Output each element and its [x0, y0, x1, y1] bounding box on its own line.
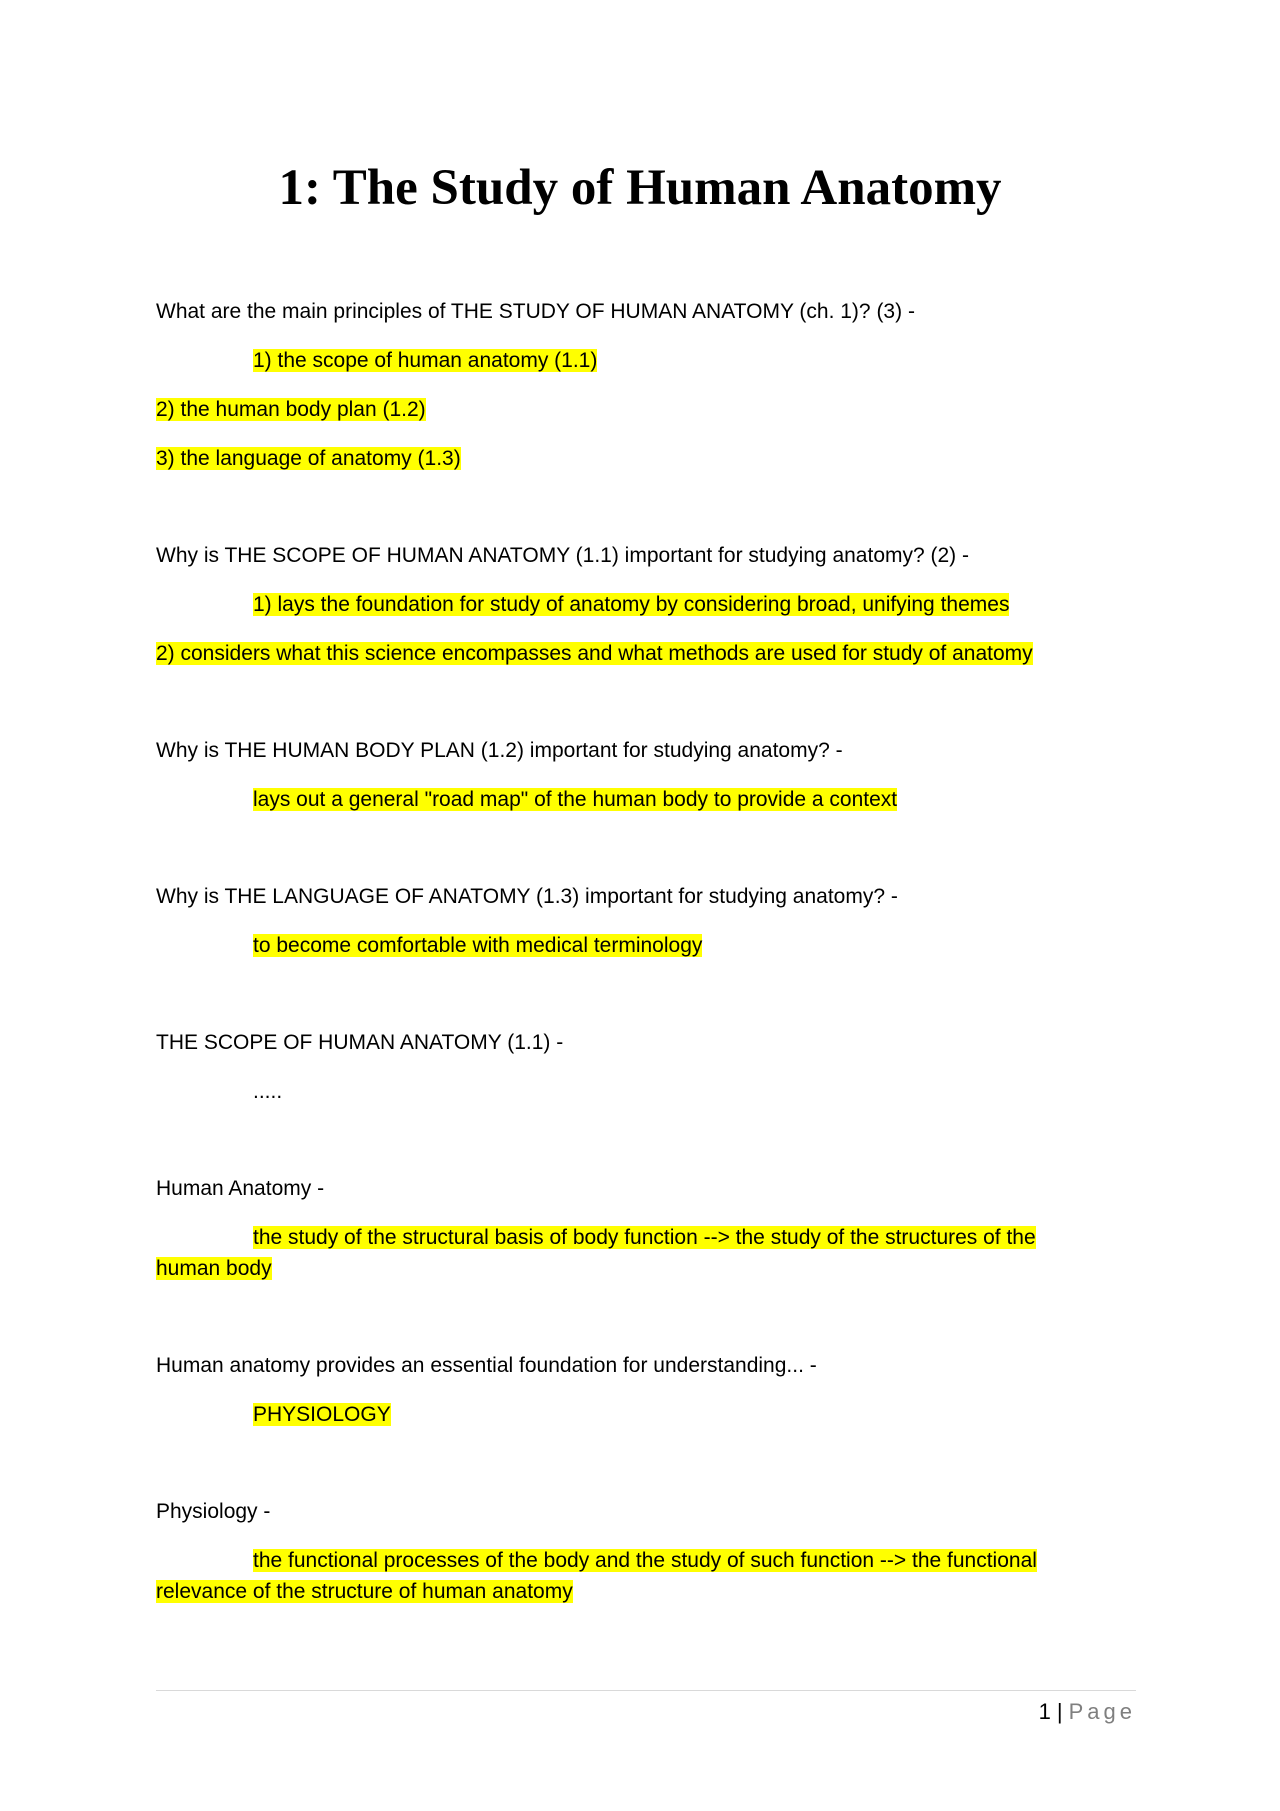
answer-highlight: PHYSIOLOGY — [253, 1403, 391, 1426]
card-answer — [156, 589, 1086, 620]
card-spacer — [156, 1125, 1086, 1173]
answer-highlight: 2) the human body plan (1.2) — [156, 398, 426, 421]
card-answer — [156, 638, 1086, 669]
card-answer — [156, 443, 1086, 474]
card-question: Why is THE LANGUAGE OF ANATOMY (1.3) important for studying anatomy? - — [156, 885, 898, 908]
card-question: Why is THE HUMAN BODY PLAN (1.2) important for studying anatomy? - — [156, 739, 843, 762]
card-answer — [156, 1399, 1086, 1430]
card-spacer — [156, 1448, 1086, 1496]
card-spacer — [156, 833, 1086, 881]
answer-placeholder: ..... — [253, 1080, 283, 1103]
card-spacer — [156, 492, 1086, 540]
page-footer — [156, 1697, 1136, 1727]
card-answer — [156, 784, 1086, 815]
answer-highlight: 1) the scope of human anatomy (1.1) — [253, 349, 598, 372]
card-answer — [156, 930, 1086, 961]
footer-divider — [156, 1690, 1136, 1691]
card-question: Why is THE SCOPE OF HUMAN ANATOMY (1.1) important for studying anatomy? (2) - — [156, 544, 970, 567]
card-answer — [156, 1222, 1086, 1284]
card-answer — [156, 1076, 1086, 1107]
card-question: Physiology - — [156, 1500, 271, 1523]
card-question: Human anatomy provides an essential foundation for understanding... - — [156, 1354, 817, 1377]
answer-highlight: 3) the language of anatomy (1.3) — [156, 447, 461, 470]
card-answer — [156, 1545, 1086, 1607]
page-title: 1: The Study of Human Anatomy — [278, 160, 1002, 216]
card-answer — [156, 394, 1086, 425]
answer-highlight: lays out a general "road map" of the human body to provide a context — [253, 788, 898, 811]
card-spacer — [156, 687, 1086, 735]
page-separator: | — [1056, 1699, 1063, 1724]
answer-highlight: the study of the structural basis of body function --> the study of the structures of the human body — [156, 1226, 1036, 1280]
card-spacer — [156, 979, 1086, 1027]
page-number: 1 — [1038, 1699, 1051, 1724]
answer-highlight: 2) considers what this science encompasses and what methods are used for study of anatomy — [156, 642, 1033, 665]
page-label: Page — [1068, 1699, 1136, 1724]
card-question: Human Anatomy - — [156, 1177, 325, 1200]
answer-highlight: to become comfortable with medical terminology — [253, 934, 703, 957]
answer-highlight: 1) lays the foundation for study of anatomy by considering broad, unifying themes — [253, 593, 1010, 616]
card-question: THE SCOPE OF HUMAN ANATOMY (1.1) - — [156, 1031, 564, 1054]
card-answer — [156, 345, 1086, 376]
flashcard-list — [156, 296, 1086, 1625]
card-question: What are the main principles of THE STUDY OF HUMAN ANATOMY (ch. 1)? (3) - — [156, 300, 915, 323]
answer-highlight: the functional processes of the body and the study of such function --> the functional relevance of the structure of human anatomy — [156, 1549, 1037, 1603]
card-spacer — [156, 1302, 1086, 1350]
